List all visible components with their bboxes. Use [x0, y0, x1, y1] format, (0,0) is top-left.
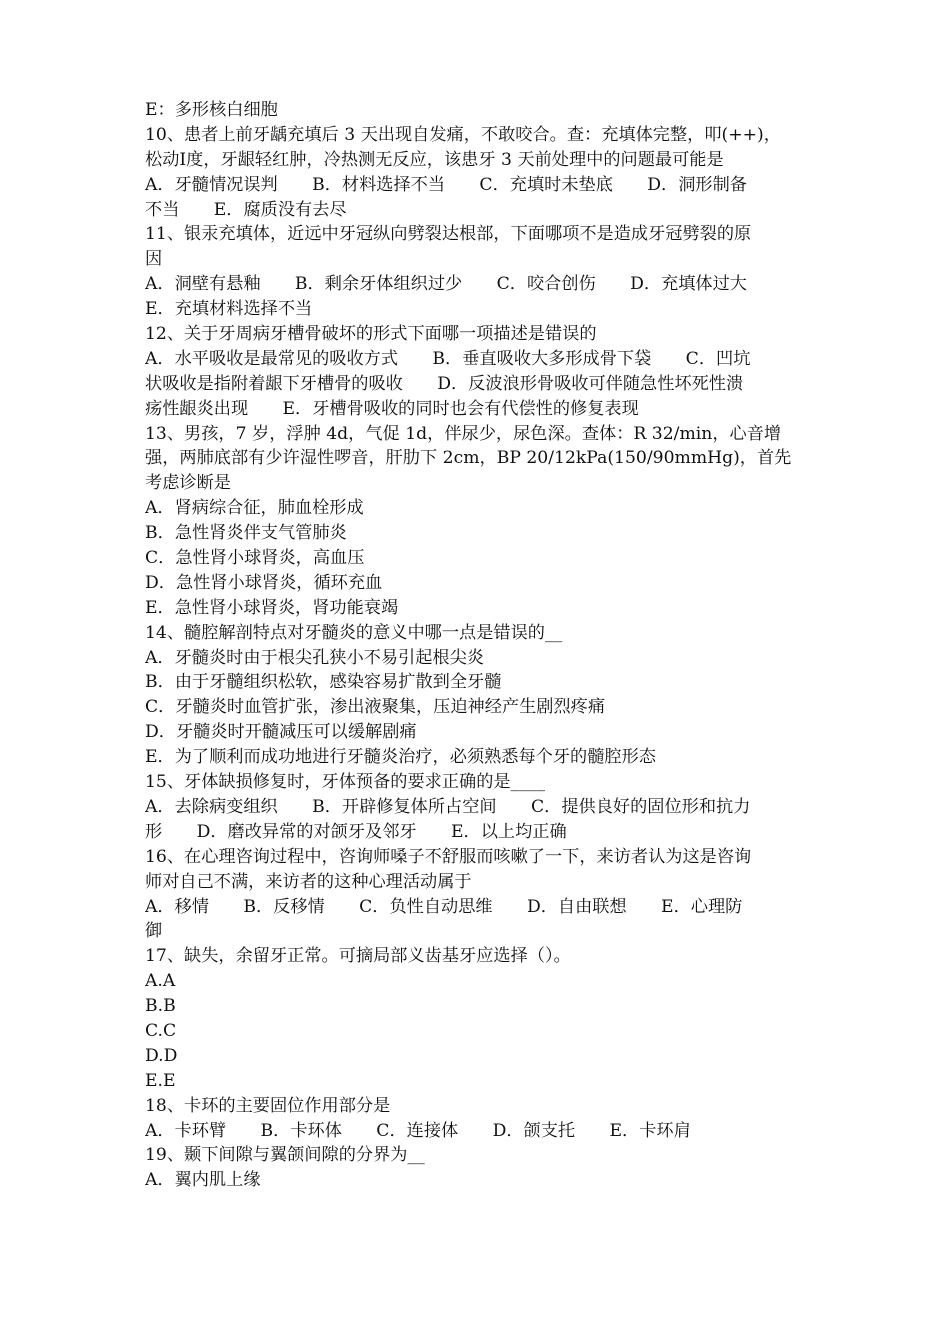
question-10-stem: 松动Ⅰ度，牙龈轻红肿，冷热测无反应，该患牙 3 天前处理中的问题最可能是 — [145, 149, 724, 170]
question-13-option: E．急性肾小球肾炎，肾功能衰竭 — [145, 597, 399, 618]
question-11-stem: 11、银汞充填体，近远中牙冠纵向劈裂达根部，下面哪项不是造成牙冠劈裂的原 — [145, 224, 752, 245]
question-18-options: A．卡环臂 B．卡环体 C．连接体 D．颌支托 E．卡环肩 — [145, 1120, 691, 1141]
question-12-stem: 12、关于牙周病牙槽骨破坏的形式下面哪一项描述是错误的 — [145, 324, 597, 345]
question-15-options: A．去除病变组织 B．开辟修复体所占空间 C．提供良好的固位形和抗力 — [145, 796, 751, 817]
text-line: E：多形核白细胞 — [145, 100, 278, 120]
question-13-option: C．急性肾小球肾炎，高血压 — [145, 548, 365, 569]
question-14-option: A．牙髓炎时由于根尖孔狭小不易引起根尖炎 — [145, 647, 484, 668]
question-14-option: D．牙髓炎时开髓减压可以缓解剧痛 — [145, 722, 417, 743]
question-13-option: A．肾病综合征，肺血栓形成 — [145, 498, 364, 519]
question-19-option: A．翼内肌上缘 — [145, 1170, 261, 1191]
question-14-option: E．为了顺利而成功地进行牙髓炎治疗，必须熟悉每个牙的髓腔形态 — [145, 747, 656, 768]
question-10-options: 不当 E．腐质没有去尽 — [145, 199, 347, 220]
question-14-option: B．由于牙髓组织松软，感染容易扩散到全牙髓 — [145, 672, 502, 693]
question-12-options: 状吸收是指附着龈下牙槽骨的吸收 D．反波浪形骨吸收可伴随急性坏死性溃 — [145, 373, 744, 394]
question-16-stem: 16、在心理咨询过程中，咨询师嗓子不舒服而咳嗽了一下，来访者认为这是咨询 — [145, 846, 752, 867]
question-12-options: A．水平吸收是最常见的吸收方式 B．垂直吸收大多形成骨下袋 C．凹坑 — [145, 348, 751, 369]
question-14-option: C．牙髓炎时血管扩张，渗出液聚集，压迫神经产生剧烈疼痛 — [145, 697, 606, 718]
question-15-options: 形 D．磨改异常的对颌牙及邻牙 E．以上均正确 — [145, 821, 567, 842]
question-11-options: E．充填材料选择不当 — [145, 299, 313, 320]
question-10-stem: 10、患者上前牙龋充填后 3 天出现自发痛，不敢咬合。查：充填体完整，叩(++)， — [145, 124, 781, 145]
question-13-stem: 强，两肺底部有少许湿性啰音，肝肋下 2cm，BP 20/12kPa(150/90mmHg)，首先 — [145, 448, 792, 469]
question-13-option: B．急性肾炎伴支气管肺炎 — [145, 523, 347, 544]
question-16-options: 御 — [145, 921, 163, 942]
question-17-option: C.C — [145, 1020, 177, 1041]
question-17-option: D.D — [145, 1045, 178, 1066]
question-11-options: A．洞壁有悬釉 B．剩余牙体组织过少 C．咬合创伤 D．充填体过大 — [145, 274, 747, 295]
question-16-stem: 师对自己不满，来访者的这种心理活动属于 — [145, 871, 472, 892]
question-13-option: D．急性肾小球肾炎，循环充血 — [145, 572, 383, 593]
question-13-stem: 13、男孩，7 岁，浮肿 4d，气促 1d，伴尿少，尿色深。查体：R 32/min，心音增 — [145, 423, 782, 444]
question-17-option: A.A — [145, 971, 176, 992]
question-13-stem: 考虑诊断是 — [145, 473, 231, 494]
question-14-stem: 14、髓腔解剖特点对牙髓炎的意义中哪一点是错误的__ — [145, 622, 563, 643]
question-16-options: A．移情 B．反移情 C．负性自动思维 D．自由联想 E．心理防 — [145, 896, 743, 917]
question-17-stem: 17、缺失，余留牙正常。可摘局部义齿基牙应选择（）。 — [145, 946, 571, 967]
question-19-stem: 19、颞下间隙与翼颌间隙的分界为__ — [145, 1145, 425, 1166]
document-page — [145, 98, 813, 1193]
question-17-option: B.B — [145, 996, 176, 1017]
question-17-option: E.E — [145, 1070, 176, 1091]
question-12-options: 疡性龈炎出现 E．牙槽骨吸收的同时也会有代偿性的修复表现 — [145, 398, 639, 419]
question-15-stem: 15、牙体缺损修复时，牙体预备的要求正确的是____ — [145, 772, 545, 793]
question-10-options: A．牙髓情况误判 B．材料选择不当 C．充填时未垫底 D．洞形制备 — [145, 174, 747, 195]
question-18-stem: 18、卡环的主要固位作用部分是 — [145, 1095, 391, 1116]
question-11-stem: 因 — [145, 249, 163, 270]
